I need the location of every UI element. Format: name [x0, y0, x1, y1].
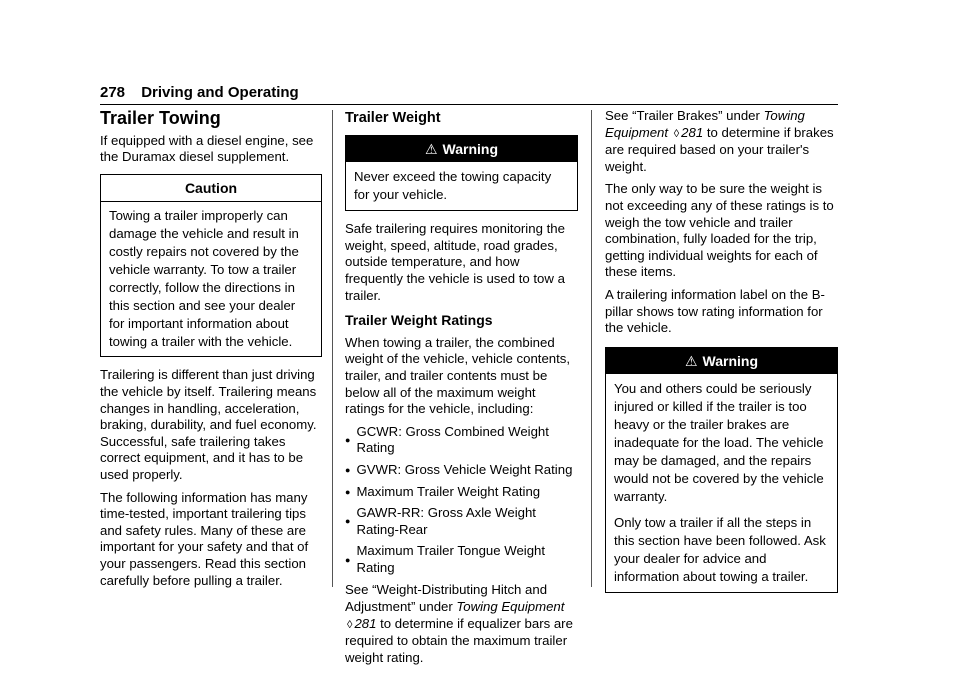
warning-text: Only tow a trailer if all the steps in this section have been followed. Ask your dealer for advice and information about towing a trailer.: [614, 515, 826, 585]
list-item: [345, 543, 578, 576]
page-ref-number[interactable]: 281: [681, 124, 704, 140]
bullet-icon: ●: [345, 486, 351, 497]
warning-text: You and others could be seriously injured or killed if the trailer is too heavy or the trailer brakes are inadequate for the load. The vehicle may be damaged, and the repairs would not be covered by the vehicle warranty.: [614, 381, 824, 505]
list-item: [345, 484, 578, 501]
paragraph-text: to determine if equalizer bars are required to obtain the maximum trailer weight rating.: [345, 615, 573, 665]
caution-box: [100, 174, 322, 358]
paragraph-text: See “Trailer Brakes” under: [605, 108, 764, 123]
list-item-text: Maximum Trailer Tongue Weight Rating: [356, 543, 546, 575]
column-divider: [332, 110, 333, 587]
paragraph: The only way to be sure the weight is not exceeding any of these ratings is to weigh the tow vehicle and trailer combination, fully loaded for the trip, getting individual weights for each of these items.: [605, 181, 834, 280]
warning-title-bar: [606, 348, 837, 375]
cross-reference-link[interactable]: Towing Equipment: [456, 599, 565, 615]
paragraph: When towing a trailer, the combined weight of the vehicle, vehicle contents, trailer, and trailer contents must be below all of the maximum weight ratings for the vehicle, including:: [345, 334, 571, 417]
warning-box: [345, 135, 578, 212]
paragraph: Trailering is different than just driving the vehicle by itself. Trailering means changes in handling, acceleration, braking, durability, and fuel economy. Successful, safe trailering takes correct equipment, and it has to be used properly.: [100, 367, 317, 482]
warning-title: Warning: [702, 352, 759, 369]
list-item: [345, 462, 578, 479]
column-middle: [345, 110, 578, 672]
bullet-icon: ●: [345, 464, 351, 475]
paragraph: A trailering information label on the B-pillar shows tow rating information for the vehicle.: [605, 286, 825, 336]
page-number: 278: [100, 84, 126, 101]
bullet-icon: ●: [345, 435, 351, 446]
warning-icon: ⚠: [684, 352, 698, 369]
warning-title-bar: [346, 136, 577, 163]
page-header: [100, 84, 838, 105]
intro-paragraph: If equipped with a diesel engine, see the Duramax diesel supplement.: [100, 132, 314, 165]
paragraph: Safe trailering requires monitoring the weight, speed, altitude, road grades, outside temperature, and how frequently the vehicle is used to tow a trailer.: [345, 221, 565, 303]
list-item-text: GVWR: Gross Vehicle Weight Rating: [356, 461, 573, 477]
paragraph-text: to determine if brakes are required based on your trailer's weight.: [605, 124, 834, 174]
list-item: [345, 424, 578, 457]
paragraph: [345, 582, 578, 666]
warning-text: Never exceed the towing capacity for your vehicle.: [354, 169, 552, 203]
column-right: [605, 108, 838, 603]
paragraph-text: See “Weight-Distributing Hitch and Adjustment” under: [345, 582, 548, 615]
column-left: [100, 110, 322, 595]
warning-title: Warning: [442, 140, 499, 157]
subsection-heading: Trailer Weight Ratings: [345, 312, 493, 329]
section-heading: Trailer Weight: [345, 110, 441, 126]
page-title: Trailer Towing: [100, 108, 221, 128]
page-ref-number[interactable]: 281: [354, 615, 377, 631]
list-item-text: GAWR-RR: Gross Axle Weight Rating-Rear: [356, 505, 536, 537]
cross-reference-link[interactable]: Towing Equipment: [605, 108, 805, 140]
section-title: Driving and Operating: [141, 84, 299, 101]
paragraph: The following information has many time-tested, important trailering tips and safety rules. Many of these are important for your safety and that of your passengers. Read this section carefully before pulling a trailer.: [100, 489, 309, 588]
warning-box: [605, 347, 838, 594]
caution-title: Caution: [101, 175, 321, 203]
bullet-icon: ●: [345, 554, 351, 565]
page-ref-icon: ◊: [673, 127, 680, 140]
list-item-text: Maximum Trailer Weight Rating: [356, 483, 541, 499]
list-item: [345, 505, 578, 538]
paragraph: [605, 108, 838, 175]
list-item-text: GCWR: Gross Combined Weight Rating: [356, 423, 549, 456]
page-ref-icon: ◊: [347, 618, 353, 631]
ratings-list: [345, 424, 578, 577]
caution-text: Towing a trailer improperly can damage the vehicle and result in costly repairs not covered by the vehicle warranty. To tow a trailer correctly, follow the directions in this section and see your dealer for important information about towing a trailer with the vehicle.: [109, 208, 299, 350]
warning-body: [606, 374, 837, 592]
warning-icon: ⚠: [424, 140, 438, 157]
column-divider: [591, 110, 592, 587]
bullet-icon: ●: [345, 516, 351, 527]
